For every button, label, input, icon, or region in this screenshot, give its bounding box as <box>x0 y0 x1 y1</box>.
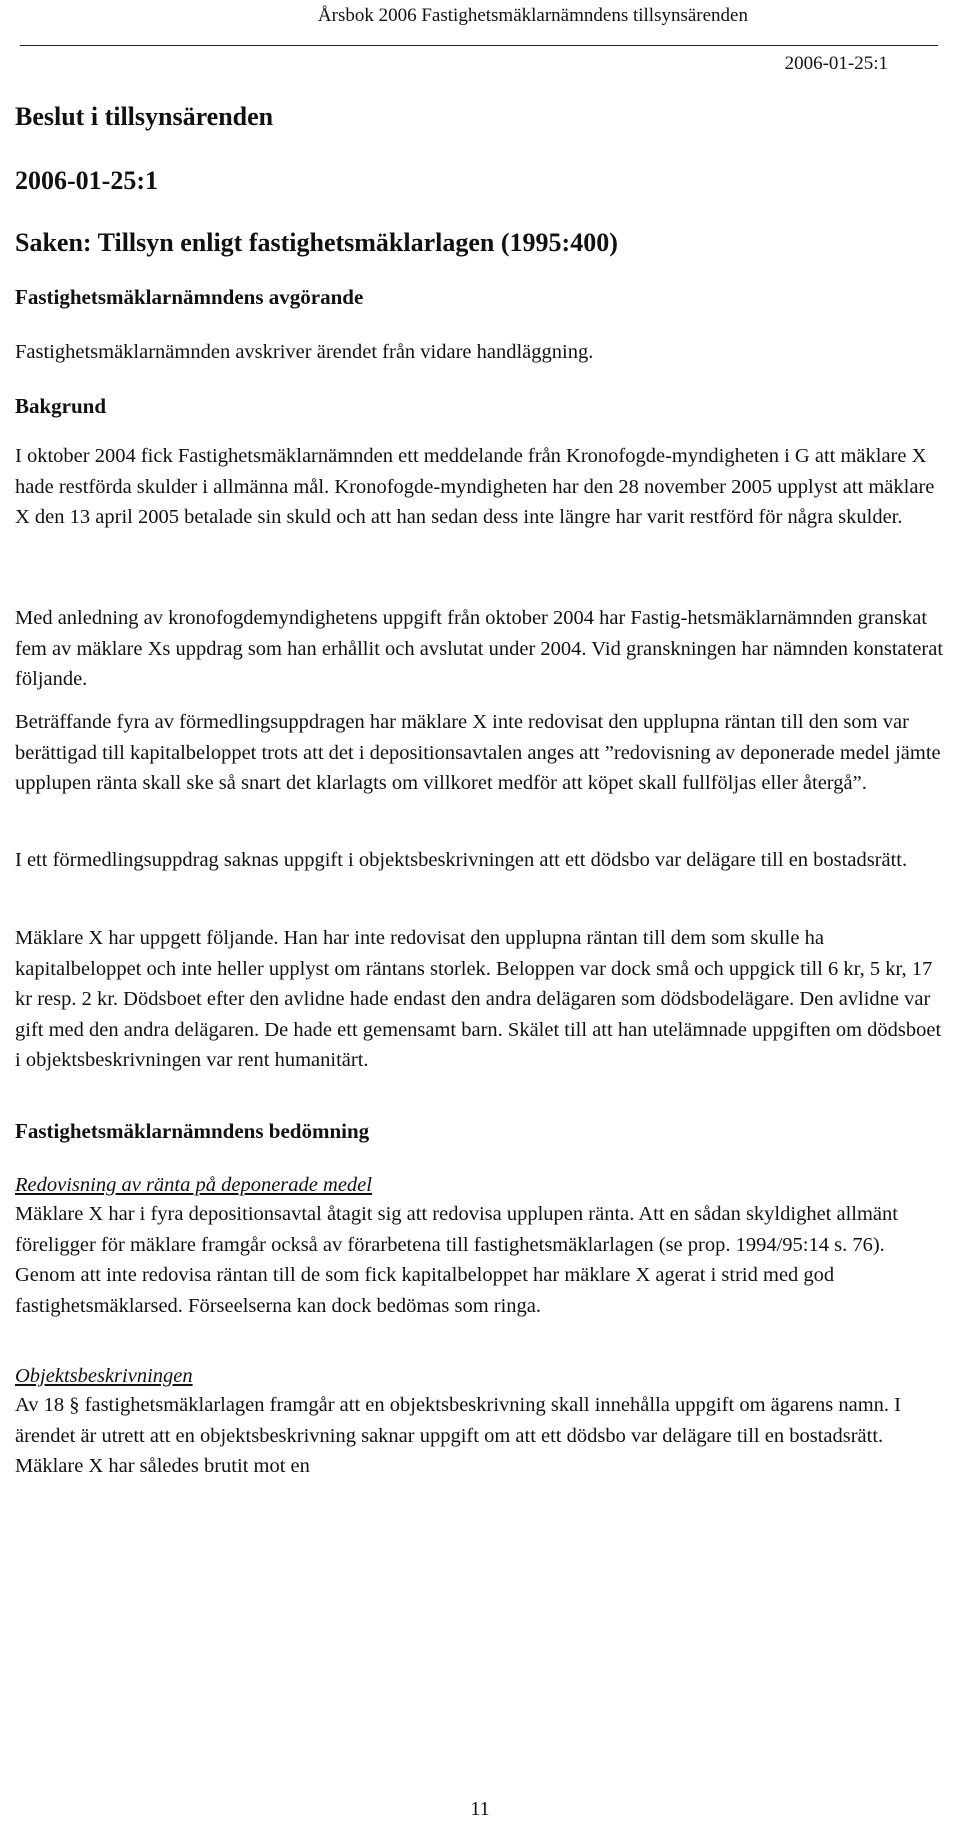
assessment-heading: Fastighetsmäklarnämndens bedömning <box>15 1119 370 1143</box>
interest-subheading: Redovisning av ränta på deponerade medel <box>15 1174 372 1196</box>
object-description-subheading: Objektsbeskrivningen <box>15 1365 193 1387</box>
document-title: Beslut i tillsynsärenden <box>15 102 274 131</box>
page-number: 11 <box>470 1798 490 1820</box>
background-paragraph: Beträffande fyra av förmedlingsuppdragen har mäklare X inte redovisat den upplupna räntan till den som var berättigad till kapitalbeloppet trots att det i depositionsavtalen anges att ”redovisning av deponerade medel jämte upplupen ränta skall ske så snart det klarlagts om villkoret medför att köpet skall fullföljas eller återgå”. <box>15 711 941 795</box>
background-paragraph: Mäklare X har uppgett följande. Han har inte redovisat den upplupna räntan till dem som skulle ha kapitalbeloppet och inte heller upplyst om räntans storlek. Beloppen var dock små och uppgick till 6 kr, 5 kr, 17 kr resp. 2 kr. Dödsboet efter den avlidne hade endast den andra delägaren som dödsbodelägare. Den avlidne var gift med den andra delägaren. De hade ett gemensamt barn. Skälet till att han utelämnade uppgiften om dödsboet i objektsbeskrivningen var rent humanitärt. <box>15 927 942 1072</box>
background-paragraph: I ett förmedlingsuppdrag saknas uppgift i objektsbeskrivningen att ett dödsbo var delägare till en bostadsrätt. <box>15 849 908 871</box>
background-paragraph: Med anledning av kronofogdemyndighetens uppgift från oktober 2004 har Fastig-hetsmäklarnämnden granskat fem av mäklare Xs uppdrag som han erhållit och avslutat under 2004. Vid granskningen har nämnden konstaterat följande. <box>15 607 944 691</box>
header-rule <box>20 45 938 46</box>
background-heading: Bakgrund <box>15 394 107 418</box>
running-header: Årsbok 2006 Fastighetsmäklarnämndens tillsynsärenden <box>317 5 748 26</box>
case-number: 2006-01-25:1 <box>15 166 158 195</box>
interest-paragraph: Mäklare X har i fyra depositionsavtal åtagit sig att redovisa upplupen ränta. Att en sådan skyldighet allmänt föreligger för mäklare framgår också av förarbetena till fastighetsmäklarlagen (se prop. 1994/95:14 s. 76). Genom att inte redovisa räntan till de som fick kapitalbeloppet har mäklare X agerat i strid med god fastighetsmäklarsed. Förseelserna kan dock bedömas som ringa. <box>15 1203 898 1317</box>
case-subject: Saken: Tillsyn enligt fastighetsmäklarlagen (1995:400) <box>15 228 618 257</box>
background-paragraph: I oktober 2004 fick Fastighetsmäklarnämnden ett meddelande från Kronofogde-myndigheten i G att mäklare X hade restförda skulder i allmänna mål. Kronofogde-myndigheten har den 28 november 2005 upplyst att mäklare X den 13 april 2005 betalade sin skuld och att han sedan dess inte längre har varit restförd för några skulder. <box>15 445 935 529</box>
header-case-reference: 2006-01-25:1 <box>784 53 888 74</box>
decision-heading: Fastighetsmäklarnämndens avgörande <box>15 285 364 309</box>
object-description-paragraph: Av 18 § fastighetsmäklarlagen framgår att en objektsbeskrivning skall innehålla uppgift om ägarens namn. I ärendet är utrett att en objektsbeskrivning saknar uppgift om att ett dödsbo var delägare till en bostadsrätt. Mäklare X har således brutit mot en <box>15 1394 901 1478</box>
decision-text: Fastighetsmäklarnämnden avskriver ärendet från vidare handläggning. <box>15 341 594 363</box>
